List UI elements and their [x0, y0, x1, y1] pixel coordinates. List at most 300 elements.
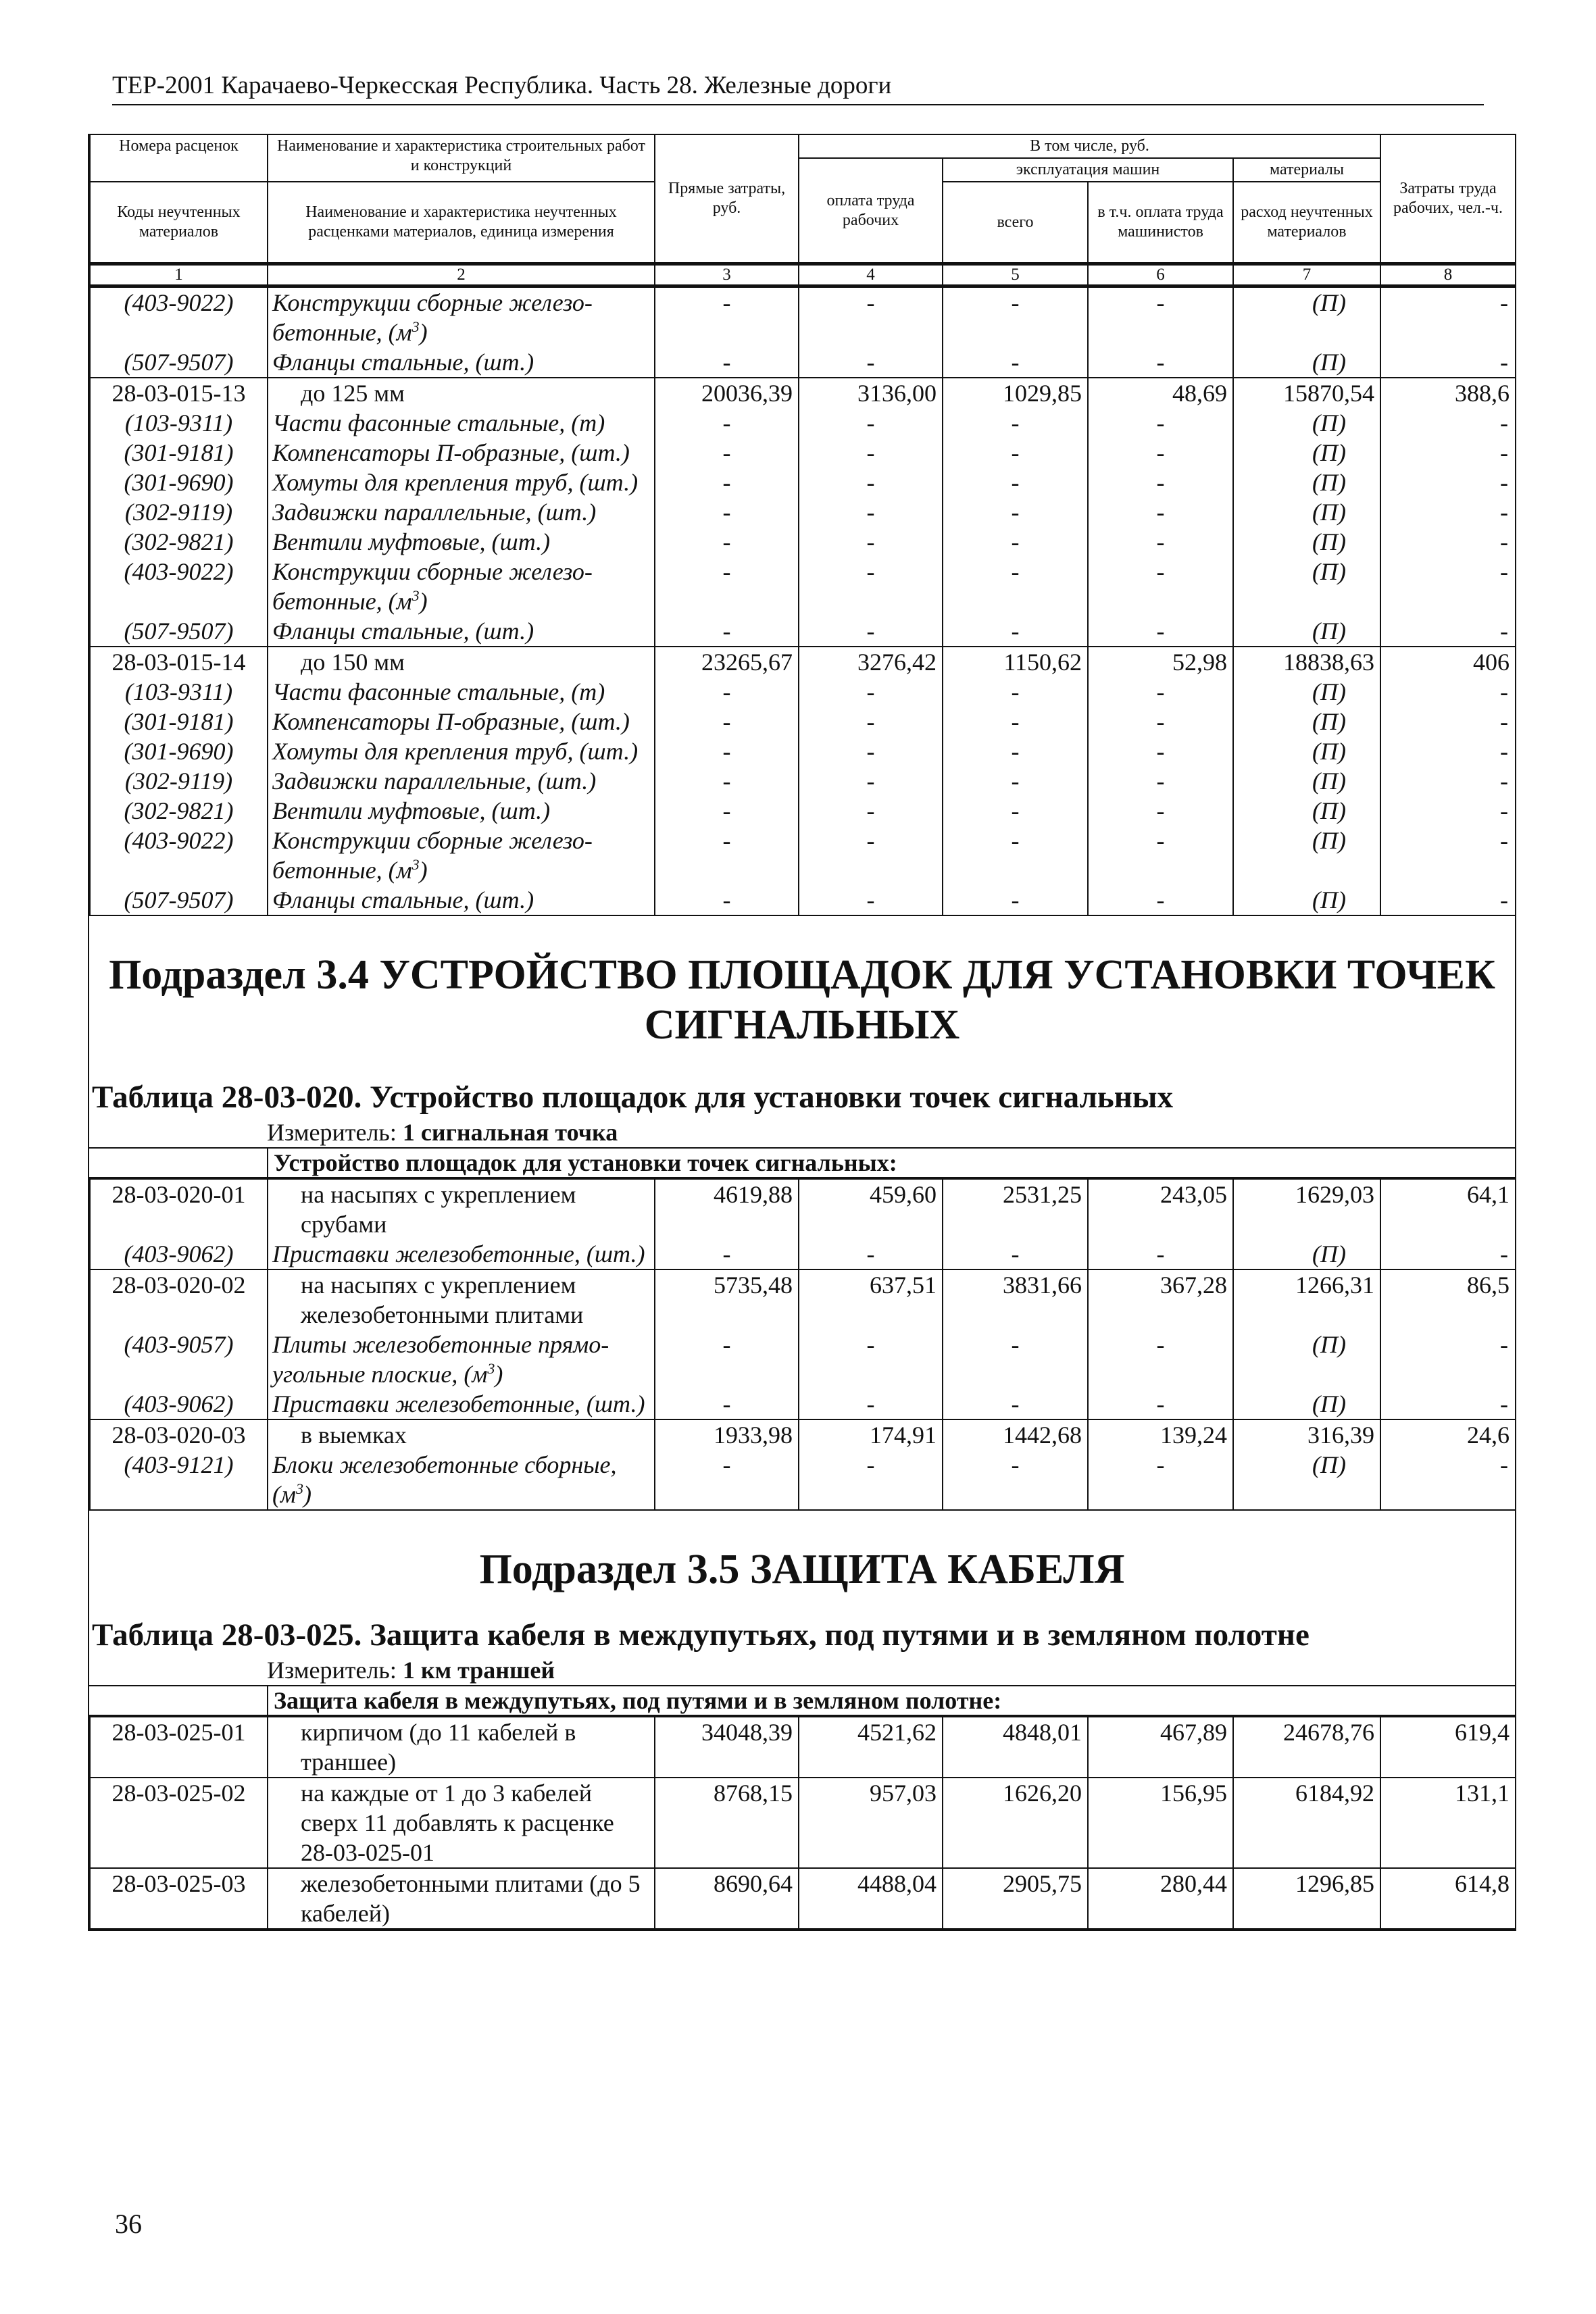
table-title-28-03-025: Таблица 28-03-025. Защита кабеля в междупутьях, под путями и в земляном полотне	[92, 1617, 1310, 1653]
subheading-text: Защита кабеля в междупутьях, под путями и в земляном полотне:	[274, 1687, 1002, 1714]
machines-total-cell: 4848,01	[943, 1717, 1088, 1778]
header-labor-pay: оплата труда рабочих	[799, 158, 943, 263]
name-text: Конструкции сборные железо-бетонные, (м	[272, 558, 593, 615]
rate-row	[90, 647, 1516, 677]
direct-costs-cell: 4619,88	[655, 1179, 799, 1239]
labor-hours-cell: -	[1380, 885, 1516, 915]
column-number: 7	[1233, 265, 1380, 286]
labor-hours-cell: 619,4	[1380, 1717, 1516, 1778]
machines-total-cell: -	[943, 1389, 1088, 1419]
material-row	[90, 826, 1516, 885]
material-code: (302-9119)	[90, 497, 268, 527]
material-name	[268, 287, 655, 347]
material-code: (302-9821)	[90, 527, 268, 557]
material-name	[268, 736, 655, 766]
machinists-pay-cell: -	[1088, 527, 1233, 557]
work-name	[268, 1269, 655, 1330]
labor-hours-cell: -	[1380, 616, 1516, 647]
header-material-name: Наименование и характеристика неучтенных расценками материалов, единица измерения	[268, 182, 655, 263]
material-name	[268, 1389, 655, 1419]
name-text: Приставки железобетонные, (шт.)	[272, 1240, 645, 1267]
materials-cell: (П)	[1233, 616, 1380, 647]
materials-cell: (П)	[1233, 1450, 1380, 1509]
machines-total-cell: -	[943, 885, 1088, 915]
header-materials: материалы	[1233, 158, 1380, 182]
machines-total-cell: -	[943, 1330, 1088, 1389]
machinists-pay-cell: -	[1088, 557, 1233, 616]
labor-pay-cell: -	[799, 287, 943, 347]
labor-hours-cell: -	[1380, 707, 1516, 736]
labor-hours-cell: -	[1380, 796, 1516, 826]
name-text: Плиты железобетонные прямо-угольные плоские, (м	[272, 1331, 609, 1388]
materials-cell: (П)	[1233, 677, 1380, 707]
work-name	[268, 647, 655, 677]
labor-pay-cell: 4521,62	[799, 1717, 943, 1778]
name-text: Части фасонные стальные, (т)	[272, 678, 605, 705]
direct-costs-cell: 5735,48	[655, 1269, 799, 1330]
table-subheading	[89, 1149, 1515, 1178]
header-machines-total: всего	[943, 182, 1088, 263]
name-text: в выемках	[301, 1422, 407, 1449]
direct-costs-cell: -	[655, 766, 799, 796]
name-text: на насыпях с укреплением срубами	[301, 1181, 576, 1238]
work-name	[268, 378, 655, 408]
labor-hours-cell: 406	[1380, 647, 1516, 677]
meter-label: Измеритель:	[267, 1657, 403, 1684]
machinists-pay-cell: -	[1088, 826, 1233, 885]
material-name	[268, 1450, 655, 1509]
machinists-pay-cell: 156,95	[1088, 1778, 1233, 1868]
labor-pay-cell: 3276,42	[799, 647, 943, 677]
labor-hours-cell: -	[1380, 1239, 1516, 1269]
name-text: Хомуты для крепления труб, (шт.)	[272, 469, 639, 496]
page-number: 36	[115, 2209, 142, 2239]
labor-hours-cell: 388,6	[1380, 378, 1516, 408]
rate-code: 28-03-015-13	[90, 378, 268, 408]
labor-hours-cell: -	[1380, 557, 1516, 616]
materials-cell: (П)	[1233, 527, 1380, 557]
machines-total-cell: -	[943, 347, 1088, 378]
table-subheading	[89, 1686, 1515, 1716]
name-text: на каждые от 1 до 3 кабелей сверх 11 добавлять к расценке 28-03-025-01	[301, 1780, 614, 1866]
machinists-pay-cell: -	[1088, 885, 1233, 915]
machines-total-cell: 3831,66	[943, 1269, 1088, 1330]
machines-total-cell: -	[943, 557, 1088, 616]
labor-hours-cell: -	[1380, 347, 1516, 378]
materials-cell: 1266,31	[1233, 1269, 1380, 1330]
header-rate-numbers: Номера расценок	[90, 134, 268, 182]
machines-total-cell: -	[943, 826, 1088, 885]
labor-pay-cell: 459,60	[799, 1179, 943, 1239]
material-name	[268, 347, 655, 378]
machinists-pay-cell: -	[1088, 1450, 1233, 1509]
labor-hours-cell: 86,5	[1380, 1269, 1516, 1330]
machines-total-cell: -	[943, 677, 1088, 707]
name-text: Фланцы стальные, (шт.)	[272, 886, 534, 913]
materials-cell: (П)	[1233, 796, 1380, 826]
machinists-pay-cell: 467,89	[1088, 1717, 1233, 1778]
work-name	[268, 1419, 655, 1450]
name-text: Вентили муфтовые, (шт.)	[272, 528, 551, 555]
direct-costs-cell: 20036,39	[655, 378, 799, 408]
material-code: (403-9121)	[90, 1450, 268, 1509]
labor-pay-cell: -	[799, 497, 943, 527]
labor-hours-cell: 131,1	[1380, 1778, 1516, 1868]
materials-cell: (П)	[1233, 1330, 1380, 1389]
labor-pay-cell: 637,51	[799, 1269, 943, 1330]
machinists-pay-cell: 52,98	[1088, 647, 1233, 677]
labor-pay-cell: 957,03	[799, 1778, 943, 1868]
work-name	[268, 1778, 655, 1868]
machinists-pay-cell: -	[1088, 1239, 1233, 1269]
rate-code: 28-03-025-02	[90, 1778, 268, 1868]
labor-pay-cell: -	[799, 347, 943, 378]
name-end: )	[303, 1481, 311, 1508]
labor-pay-cell: -	[799, 408, 943, 438]
name-text: Блоки железобетонные сборные, (м	[272, 1451, 617, 1508]
work-name	[268, 1868, 655, 1928]
labor-pay-cell: -	[799, 468, 943, 497]
rate-row	[90, 1717, 1516, 1778]
direct-costs-cell: -	[655, 677, 799, 707]
name-text: Задвижки параллельные, (шт.)	[272, 499, 597, 526]
table-title-28-03-020: Таблица 28-03-020. Устройство площадок для установки точек сигнальных	[92, 1080, 1174, 1115]
direct-costs-cell: -	[655, 287, 799, 347]
labor-pay-cell: -	[799, 1389, 943, 1419]
work-name	[268, 1179, 655, 1239]
machinists-pay-cell: -	[1088, 468, 1233, 497]
material-row	[90, 408, 1516, 438]
machinists-pay-cell: -	[1088, 287, 1233, 347]
direct-costs-cell: 23265,67	[655, 647, 799, 677]
direct-costs-cell: 8690,64	[655, 1868, 799, 1928]
machinists-pay-cell: -	[1088, 438, 1233, 468]
material-code: (403-9057)	[90, 1330, 268, 1389]
machines-total-cell: 1029,85	[943, 378, 1088, 408]
labor-hours-cell: 24,6	[1380, 1419, 1516, 1450]
materials-cell: 15870,54	[1233, 378, 1380, 408]
labor-hours-cell: -	[1380, 736, 1516, 766]
direct-costs-cell: -	[655, 826, 799, 885]
name-text: кирпичом (до 11 кабелей в траншее)	[301, 1719, 576, 1776]
subheading-text: Устройство площадок для установки точек сигнальных:	[274, 1149, 897, 1176]
name-text: Компенсаторы П-образные, (шт.)	[272, 439, 630, 466]
labor-hours-cell: -	[1380, 497, 1516, 527]
name-text: до 150 мм	[301, 649, 405, 676]
name-text: железобетонными плитами (до 5 кабелей)	[301, 1870, 641, 1927]
material-code: (507-9507)	[90, 885, 268, 915]
machinists-pay-cell: -	[1088, 497, 1233, 527]
header-materials-unaccounted: расход неучтенных материалов	[1233, 182, 1380, 263]
table-pipes	[89, 286, 1516, 915]
name-end: )	[495, 1361, 503, 1388]
labor-pay-cell: -	[799, 1239, 943, 1269]
material-name	[268, 468, 655, 497]
rate-row	[90, 1269, 1516, 1330]
material-name	[268, 497, 655, 527]
direct-costs-cell: -	[655, 1239, 799, 1269]
name-text: Компенсаторы П-образные, (шт.)	[272, 708, 630, 735]
section-title-3-5: Подраздел 3.5 ЗАЩИТА КАБЕЛЯ	[89, 1509, 1515, 1615]
machinists-pay-cell: 367,28	[1088, 1269, 1233, 1330]
rate-row	[90, 1419, 1516, 1450]
material-name	[268, 438, 655, 468]
labor-pay-cell: -	[799, 766, 943, 796]
material-code: (301-9181)	[90, 438, 268, 468]
direct-costs-cell: -	[655, 1330, 799, 1389]
work-name	[268, 1717, 655, 1778]
rate-code: 28-03-020-02	[90, 1269, 268, 1330]
name-text: до 125 мм	[301, 380, 405, 407]
rate-row	[90, 1868, 1516, 1928]
direct-costs-cell: -	[655, 707, 799, 736]
materials-cell: (П)	[1233, 557, 1380, 616]
labor-hours-cell: -	[1380, 468, 1516, 497]
material-row	[90, 468, 1516, 497]
material-row	[90, 1389, 1516, 1419]
material-row	[90, 1450, 1516, 1509]
rate-code: 28-03-015-14	[90, 647, 268, 677]
material-row	[90, 497, 1516, 527]
materials-cell: 1296,85	[1233, 1868, 1380, 1928]
material-code: (403-9062)	[90, 1239, 268, 1269]
material-row	[90, 885, 1516, 915]
material-name	[268, 557, 655, 616]
column-number: 4	[799, 265, 943, 286]
machinists-pay-cell: -	[1088, 347, 1233, 378]
machines-total-cell: 1442,68	[943, 1419, 1088, 1450]
labor-pay-cell: -	[799, 527, 943, 557]
labor-hours-cell: -	[1380, 408, 1516, 438]
labor-pay-cell: -	[799, 736, 943, 766]
rate-code: 28-03-025-01	[90, 1717, 268, 1778]
labor-hours-cell: -	[1380, 1330, 1516, 1389]
name-text: Конструкции сборные железо-бетонные, (м	[272, 827, 593, 884]
materials-cell: (П)	[1233, 497, 1380, 527]
material-row	[90, 1330, 1516, 1389]
labor-pay-cell: 174,91	[799, 1419, 943, 1450]
machines-total-cell: -	[943, 616, 1088, 647]
name-text: Приставки железобетонные, (шт.)	[272, 1390, 645, 1417]
labor-pay-cell: 4488,04	[799, 1868, 943, 1928]
material-row	[90, 438, 1516, 468]
labor-pay-cell: -	[799, 677, 943, 707]
material-row	[90, 766, 1516, 796]
machines-total-cell: -	[943, 1450, 1088, 1509]
material-row	[90, 616, 1516, 647]
direct-costs-cell: -	[655, 557, 799, 616]
labor-pay-cell: -	[799, 438, 943, 468]
machinists-pay-cell: 280,44	[1088, 1868, 1233, 1928]
material-name	[268, 885, 655, 915]
materials-cell: (П)	[1233, 1239, 1380, 1269]
machines-total-cell: -	[943, 468, 1088, 497]
material-name	[268, 408, 655, 438]
material-code: (403-9022)	[90, 557, 268, 616]
meter-row	[89, 1655, 1515, 1686]
machinists-pay-cell: -	[1088, 616, 1233, 647]
direct-costs-cell: -	[655, 527, 799, 557]
header-labor-costs: Затраты труда рабочих, чел.-ч.	[1380, 134, 1516, 263]
direct-costs-cell: -	[655, 408, 799, 438]
direct-costs-cell: 8768,15	[655, 1778, 799, 1868]
material-code: (103-9311)	[90, 677, 268, 707]
material-row	[90, 287, 1516, 347]
labor-hours-cell: -	[1380, 527, 1516, 557]
header-material-codes: Коды неучтенных материалов	[90, 182, 268, 263]
header-direct-costs: Прямые затраты, руб.	[655, 134, 799, 263]
machinists-pay-cell: -	[1088, 677, 1233, 707]
name-end: )	[419, 319, 428, 346]
unit-superscript: 3	[412, 587, 420, 604]
machines-total-cell: -	[943, 736, 1088, 766]
column-number: 1	[90, 265, 268, 286]
materials-cell: (П)	[1233, 468, 1380, 497]
materials-cell: (П)	[1233, 885, 1380, 915]
material-code: (103-9311)	[90, 408, 268, 438]
material-row	[90, 796, 1516, 826]
material-name	[268, 826, 655, 885]
material-name	[268, 707, 655, 736]
machines-total-cell: -	[943, 497, 1088, 527]
material-code: (301-9181)	[90, 707, 268, 736]
materials-cell: 24678,76	[1233, 1717, 1380, 1778]
labor-hours-cell: -	[1380, 766, 1516, 796]
labor-pay-cell: -	[799, 1330, 943, 1389]
table-28-03-025	[89, 1716, 1516, 1928]
materials-cell: 6184,92	[1233, 1778, 1380, 1868]
unit-superscript: 3	[487, 1360, 495, 1377]
header-incl-machinists: в т.ч. оплата труда машинистов	[1088, 182, 1233, 263]
labor-hours-cell: -	[1380, 826, 1516, 885]
direct-costs-cell: -	[655, 885, 799, 915]
section-title-3-4: Подраздел 3.4 УСТРОЙСТВО ПЛОЩАДОК ДЛЯ УСТАНОВКИ ТОЧЕК СИГНАЛЬНЫХ	[89, 915, 1515, 1077]
name-text: Фланцы стальные, (шт.)	[272, 618, 534, 645]
unit-superscript: 3	[412, 318, 420, 335]
column-number: 8	[1380, 265, 1516, 286]
column-number: 3	[655, 265, 799, 286]
machinists-pay-cell: -	[1088, 707, 1233, 736]
name-text: на насыпях с укреплением железобетонными плитами	[301, 1272, 584, 1328]
machinists-pay-cell: -	[1088, 1330, 1233, 1389]
machines-total-cell: 1150,62	[943, 647, 1088, 677]
header-machine-operation: эксплуатация машин	[943, 158, 1233, 182]
name-text: Фланцы стальные, (шт.)	[272, 349, 534, 376]
material-name	[268, 1239, 655, 1269]
labor-pay-cell: -	[799, 885, 943, 915]
material-row	[90, 347, 1516, 378]
material-code: (403-9022)	[90, 826, 268, 885]
rate-row	[90, 1179, 1516, 1239]
meter-row	[89, 1117, 1515, 1149]
material-name	[268, 527, 655, 557]
machinists-pay-cell: -	[1088, 1389, 1233, 1419]
name-text: Вентили муфтовые, (шт.)	[272, 797, 551, 824]
material-row	[90, 557, 1516, 616]
rate-row	[90, 378, 1516, 408]
labor-pay-cell: -	[799, 826, 943, 885]
direct-costs-cell: -	[655, 468, 799, 497]
material-name	[268, 1330, 655, 1389]
direct-costs-cell: -	[655, 347, 799, 378]
labor-hours-cell: -	[1380, 1389, 1516, 1419]
labor-pay-cell: -	[799, 707, 943, 736]
machines-total-cell: -	[943, 438, 1088, 468]
labor-pay-cell: -	[799, 616, 943, 647]
direct-costs-cell: -	[655, 616, 799, 647]
machines-total-cell: -	[943, 408, 1088, 438]
header-including: В том числе, руб.	[799, 134, 1380, 158]
material-row	[90, 527, 1516, 557]
column-number: 6	[1088, 265, 1233, 286]
material-row	[90, 736, 1516, 766]
material-name	[268, 796, 655, 826]
materials-cell: (П)	[1233, 736, 1380, 766]
labor-hours-cell: 64,1	[1380, 1179, 1516, 1239]
material-name	[268, 616, 655, 647]
document-frame	[88, 134, 1516, 1931]
material-row	[90, 677, 1516, 707]
machines-total-cell: -	[943, 527, 1088, 557]
machinists-pay-cell: 139,24	[1088, 1419, 1233, 1450]
machines-total-cell: 2905,75	[943, 1868, 1088, 1928]
table-header	[89, 134, 1516, 263]
machines-total-cell: 2531,25	[943, 1179, 1088, 1239]
labor-pay-cell: 3136,00	[799, 378, 943, 408]
machinists-pay-cell: -	[1088, 796, 1233, 826]
direct-costs-cell: 34048,39	[655, 1717, 799, 1778]
direct-costs-cell: -	[655, 1389, 799, 1419]
labor-pay-cell: -	[799, 557, 943, 616]
labor-hours-cell: -	[1380, 677, 1516, 707]
running-head: ТЕР-2001 Карачаево-Черкесская Республика. Часть 28. Железные дороги	[112, 70, 1484, 105]
labor-hours-cell: -	[1380, 287, 1516, 347]
material-code: (302-9821)	[90, 796, 268, 826]
machinists-pay-cell: 243,05	[1088, 1179, 1233, 1239]
machinists-pay-cell: 48,69	[1088, 378, 1233, 408]
labor-hours-cell: 614,8	[1380, 1868, 1516, 1928]
material-code: (507-9507)	[90, 616, 268, 647]
rate-code: 28-03-020-03	[90, 1419, 268, 1450]
name-text: Хомуты для крепления труб, (шт.)	[272, 738, 639, 765]
materials-cell: (П)	[1233, 408, 1380, 438]
machines-total-cell: -	[943, 1239, 1088, 1269]
materials-cell: (П)	[1233, 438, 1380, 468]
material-code: (507-9507)	[90, 347, 268, 378]
labor-hours-cell: -	[1380, 1450, 1516, 1509]
labor-pay-cell: -	[799, 1450, 943, 1509]
material-code: (403-9062)	[90, 1389, 268, 1419]
materials-cell: (П)	[1233, 826, 1380, 885]
unit-superscript: 3	[412, 856, 420, 873]
material-row	[90, 707, 1516, 736]
name-end: )	[419, 588, 428, 615]
materials-cell: (П)	[1233, 347, 1380, 378]
direct-costs-cell: -	[655, 1450, 799, 1509]
name-text: Задвижки параллельные, (шт.)	[272, 768, 597, 795]
direct-costs-cell: -	[655, 497, 799, 527]
materials-cell: 18838,63	[1233, 647, 1380, 677]
materials-cell: 1629,03	[1233, 1179, 1380, 1239]
material-code: (301-9690)	[90, 468, 268, 497]
meter-value: 1 сигнальная точка	[402, 1119, 618, 1146]
machines-total-cell: -	[943, 707, 1088, 736]
materials-cell: 316,39	[1233, 1419, 1380, 1450]
machines-total-cell: -	[943, 287, 1088, 347]
material-code: (302-9119)	[90, 766, 268, 796]
machines-total-cell: -	[943, 766, 1088, 796]
materials-cell: (П)	[1233, 1389, 1380, 1419]
